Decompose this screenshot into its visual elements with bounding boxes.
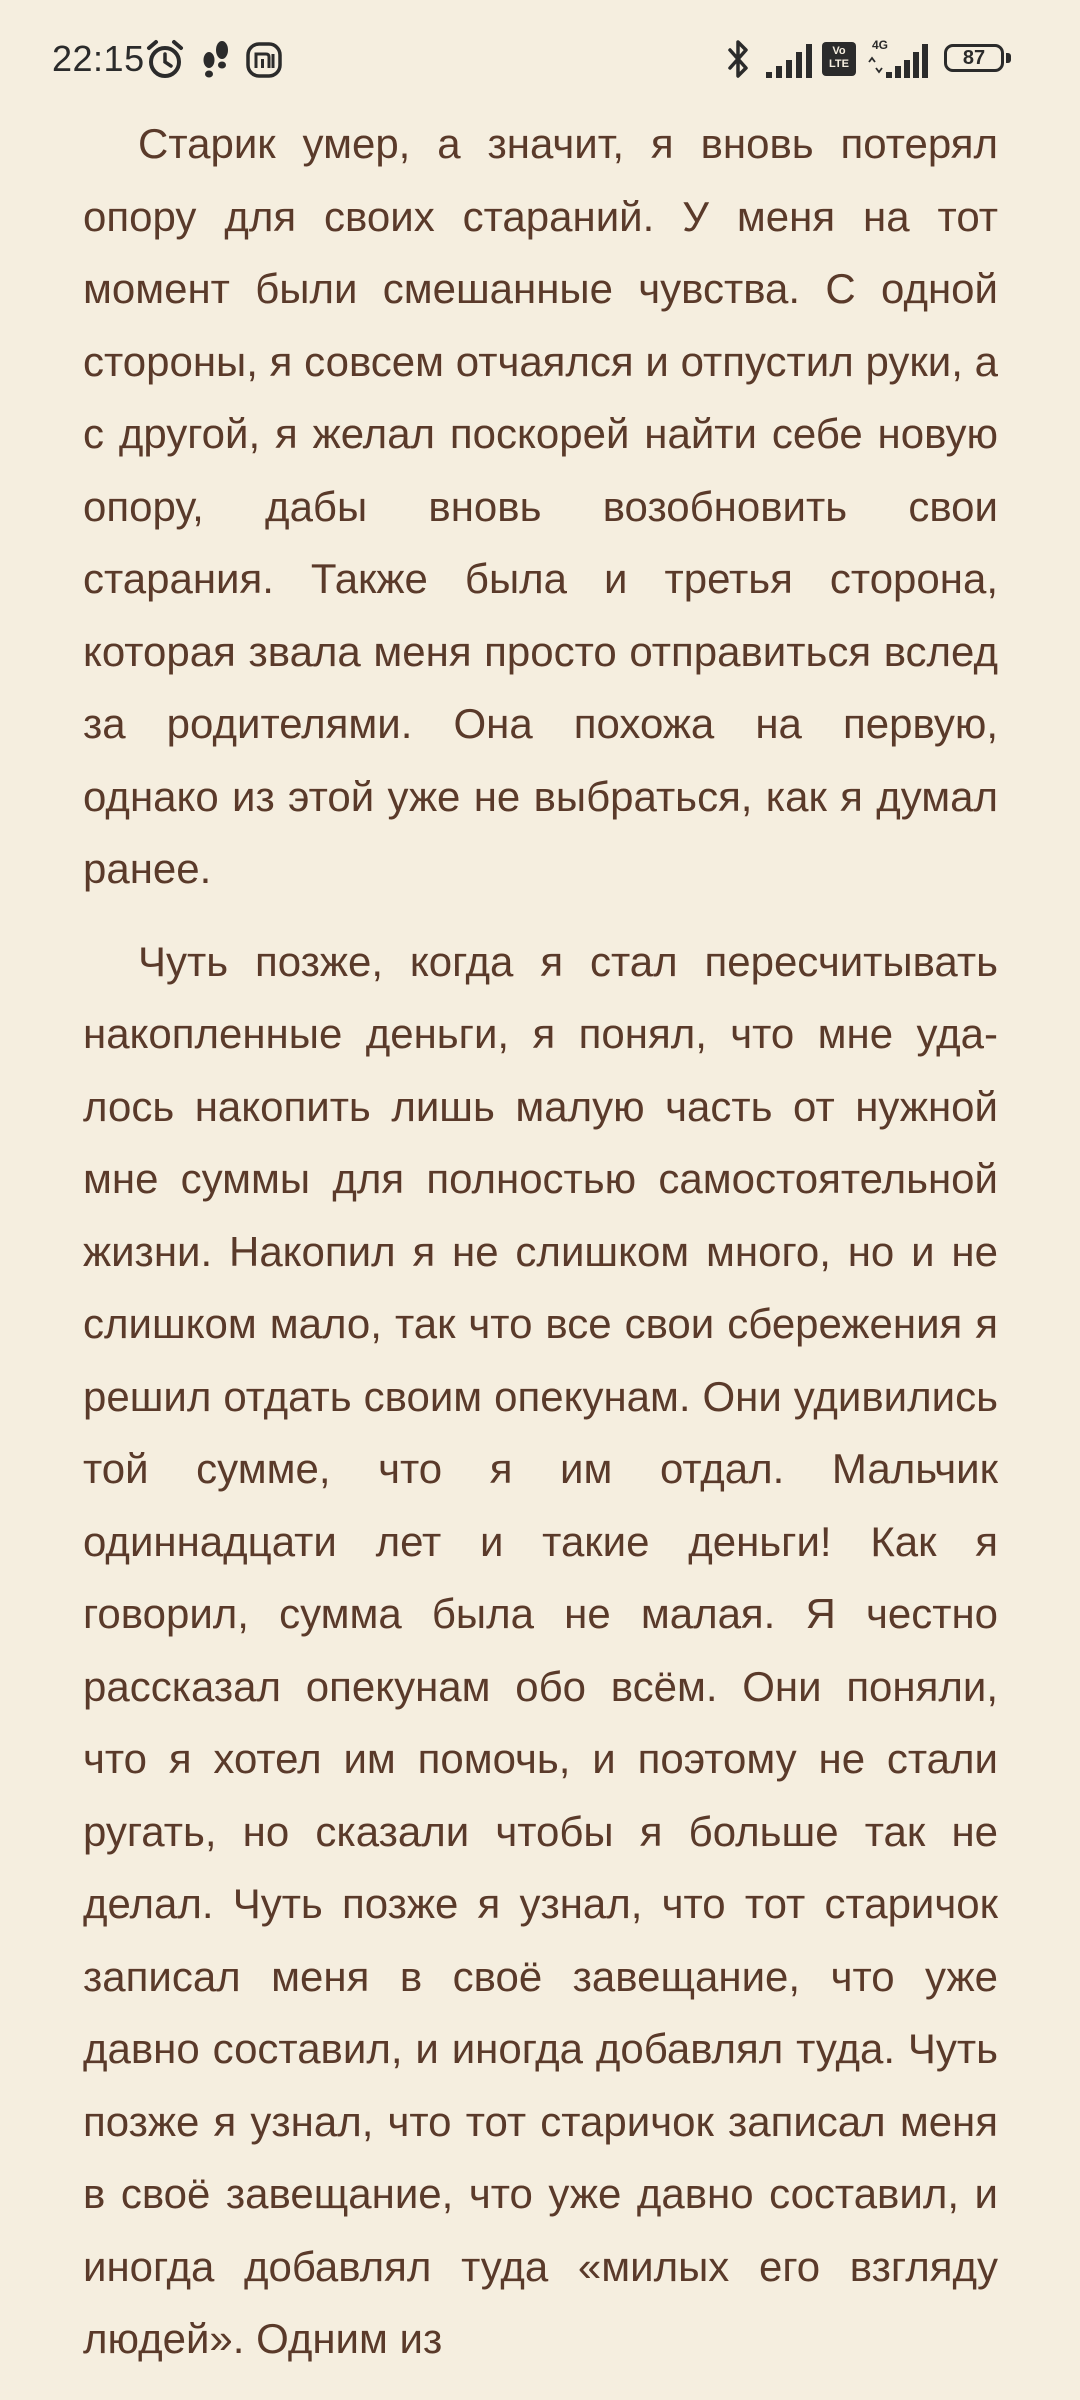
signal-icon <box>764 38 814 82</box>
footsteps-icon <box>198 38 234 82</box>
reader-page[interactable] <box>83 108 998 2376</box>
alarm-icon <box>144 38 186 82</box>
status-bar <box>0 0 1080 110</box>
paragraph: Старик умер, а значит, я вновь потерял опору для своих стараний. У меня на тот момент были смешанные чувства. С одной стороны, я совсем отчаялся и отпустил руки, а с другой, я желал поскорей найти себе новую опору, дабы вновь возобновить свои старания. Также была и третья сторона, которая звала меня просто отправиться вслед за родителями. Она похожа на первую, однако из этой уже не выбраться, как я думал ранее. <box>83 120 998 892</box>
mi-icon <box>244 38 284 82</box>
volte-icon <box>822 42 856 76</box>
battery-level: 87 <box>962 47 986 69</box>
signal-4g-icon <box>866 38 932 82</box>
battery-icon <box>944 44 1012 76</box>
paragraph: Чуть позже, когда я стал пересчитывать накопленные деньги, я понял, что мне удалось накопить лишь малую часть от нужной мне суммы для полностью самостоятельной жизни. Накопил я не слишком много, но и не слишком мало, так что все свои сбережения я решил отдать своим опекунам. Они удивились той сумме, что я им отдал. Мальчик одиннадцати лет и такие деньги! Как я говорил, сумма была не малая. Я честно рассказал опекунам обо всём. Они поняли, что я хотел им помочь, и поэтому не стали ругать, но сказали чтобы я больше так не делал. Чуть позже я узнал, что тот старичок записал меня в своё завещание, что уже давно составил, и иногда добавлял туда. Чуть позже я узнал, что тот старичок записал меня в своё завещание, что уже давно составил, и иногда добавлял туда «милых его взгляду людей». Одним из <box>83 937 998 2362</box>
status-time: 22:15 <box>52 38 145 79</box>
network-type-label: 4G <box>872 38 889 52</box>
volte-label: Vo LTE <box>829 45 849 70</box>
bluetooth-icon <box>722 38 754 82</box>
